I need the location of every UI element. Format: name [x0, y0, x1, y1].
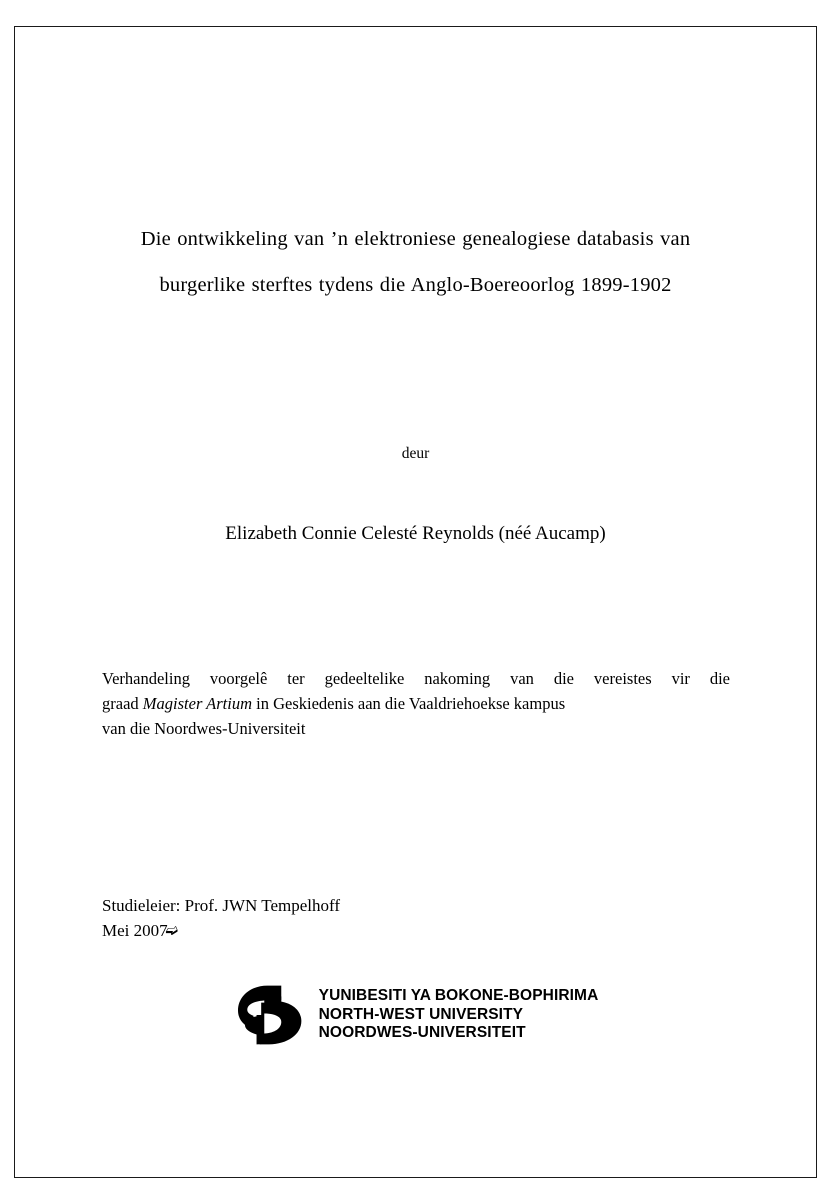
- degree-statement-line-2: [102, 691, 730, 716]
- degree-statement: [102, 666, 730, 741]
- supervisor-line: Studieleier: Prof. JWN Tempelhoff: [102, 896, 341, 915]
- page-content: [98, 26, 733, 1178]
- pen-mark: ➫: [165, 922, 179, 939]
- degree-name: Magister Artium: [142, 694, 253, 713]
- degree-statement-line-2-post: in Geskiedenis aan die Vaaldriehoekse kampus: [252, 694, 566, 713]
- logo-text-line-1: YUNIBESITI YA BOKONE-BOPHIRIMA: [318, 987, 599, 1005]
- university-logo: [98, 981, 733, 1049]
- degree-statement-line-2-pre: graad: [102, 694, 143, 713]
- page-title-line-2: burgerlike sterftes tydens die Anglo-Boereoorlog 1899-1902: [159, 274, 672, 296]
- logo-text-line-3: NOORDWES-UNIVERSITEIT: [318, 1024, 526, 1042]
- by-label: deur: [401, 445, 430, 462]
- degree-statement-line-3: van die Noordwes-Universiteit: [102, 719, 306, 738]
- date-text: Mei 2007: [102, 920, 168, 940]
- degree-statement-line-1: Verhandeling voorgelê ter gedeeltelike nakoming van die vereistes vir die: [102, 669, 730, 688]
- page-title: [98, 216, 733, 308]
- page-title-line-1: Die ontwikkeling van ’n elektroniese genealogiese databasis van: [140, 228, 691, 250]
- supervisor-block: [102, 894, 730, 944]
- date-line: [102, 919, 730, 945]
- logo-text-line-2: NORTH-WEST UNIVERSITY: [318, 1005, 524, 1023]
- author-name: Elizabeth Connie Celesté Reynolds (néé Aucamp): [225, 523, 606, 544]
- nwu-logo-icon: [233, 981, 311, 1049]
- university-logo-text: [319, 987, 599, 1043]
